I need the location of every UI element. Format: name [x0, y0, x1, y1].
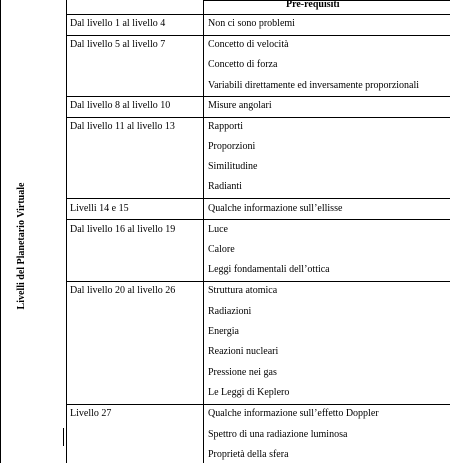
- row-rule: [66, 96, 450, 97]
- level-cell: Dal livello 8 al livello 10: [70, 100, 171, 111]
- prerequisite-cell: Luce: [208, 224, 228, 235]
- prerequisite-cell: Concetto di forza: [208, 59, 278, 70]
- prerequisite-cell: Rapporti: [208, 121, 243, 132]
- prerequisite-cell: Qualche informazione sull’effetto Doppler: [208, 408, 379, 419]
- prerequisite-column-divider: [203, 0, 204, 463]
- level-cell: Livelli 14 e 15: [70, 203, 129, 214]
- level-cell: Dal livello 16 al livello 19: [70, 224, 176, 235]
- left-border: [0, 0, 1, 463]
- prerequisite-cell: Non ci sono problemi: [208, 18, 295, 29]
- row-rule: [66, 219, 450, 220]
- prerequisite-cell: Reazioni nucleari: [208, 346, 279, 357]
- side-label: Livelli del Planetario Virtuale: [16, 182, 27, 310]
- prerequisite-cell: Leggi fondamentali dell’ottica: [208, 264, 330, 275]
- prerequisite-cell: Le Leggi di Keplero: [208, 387, 290, 398]
- level-cell: Livello 27: [70, 408, 112, 419]
- prerequisite-cell: Pressione nei gas: [208, 367, 277, 378]
- level-cell: Dal livello 5 al livello 7: [70, 39, 166, 50]
- prerequisite-cell: Radiazioni: [208, 306, 252, 317]
- header-bottom-rule: [66, 14, 450, 15]
- level-cell: Dal livello 11 al livello 13: [70, 121, 175, 132]
- prerequisite-cell: Proporzioni: [208, 141, 256, 152]
- prerequisite-cell: Concetto di velocità: [208, 39, 289, 50]
- prerequisite-cell: Similitudine: [208, 161, 258, 172]
- prerequisite-cell: Variabili direttamente ed inversamente proporzionali: [208, 80, 420, 91]
- row-rule: [66, 281, 450, 282]
- level-cell: Dal livello 1 al livello 4: [70, 18, 166, 29]
- level-cell: Dal livello 20 al livello 26: [70, 285, 176, 296]
- row-rule: [66, 404, 450, 405]
- level-column-divider: [66, 0, 67, 463]
- prerequisite-cell: Qualche informazione sull’ellisse: [208, 203, 343, 214]
- prerequisite-cell: Struttura atomica: [208, 285, 278, 296]
- row-rule: [66, 117, 450, 118]
- row-rule: [66, 198, 450, 199]
- left-border-stub: [63, 428, 64, 446]
- prerequisite-cell: Proprietà della sfera: [208, 449, 289, 460]
- prerequisites-header: Pre-requisiti: [286, 0, 340, 10]
- prerequisite-cell: Misure angolari: [208, 100, 272, 111]
- prerequisite-cell: Calore: [208, 244, 235, 255]
- prerequisite-cell: Radianti: [208, 181, 242, 192]
- prerequisite-cell: Spettro di una radiazione luminosa: [208, 429, 348, 440]
- row-rule: [66, 35, 450, 36]
- prerequisite-cell: Energia: [208, 326, 239, 337]
